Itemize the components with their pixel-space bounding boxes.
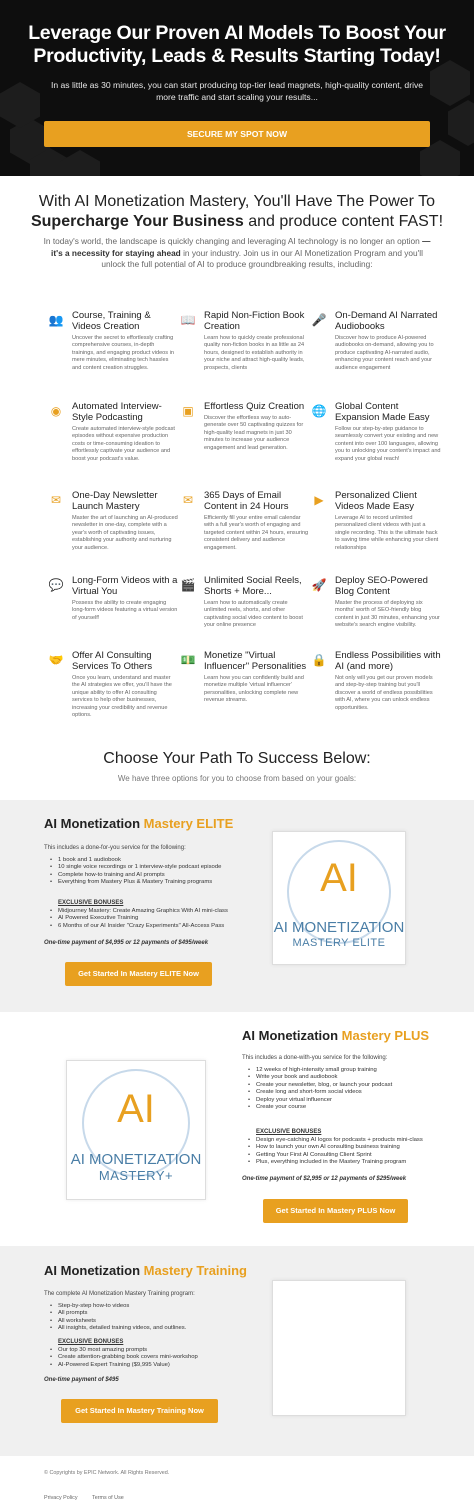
elite-cta-button[interactable]: Get Started In Mastery ELITE Now bbox=[65, 962, 212, 986]
feature-item bbox=[311, 490, 441, 552]
feature-item bbox=[48, 490, 178, 552]
feature-item bbox=[48, 575, 178, 622]
logo-line2: MASTERY+ bbox=[98, 1168, 174, 1183]
plan-title-b: Mastery Training bbox=[143, 1263, 247, 1278]
list-item: • All worksheets bbox=[48, 1318, 186, 1325]
feature-title: Effortless Quiz Creation bbox=[204, 401, 305, 412]
bonus-heading: EXCLUSIVE BONUSES bbox=[256, 1129, 322, 1135]
people-icon: 👥 bbox=[48, 313, 64, 327]
elite-logo bbox=[272, 831, 406, 965]
list-item: • Step-by-step how-to videos bbox=[48, 1303, 186, 1310]
plan-plus bbox=[0, 1012, 474, 1246]
intro-heading bbox=[0, 192, 474, 232]
feature-item bbox=[48, 401, 178, 463]
list-item: • AI Powered Executive Training bbox=[48, 915, 228, 922]
hero-headline-line2: Productivity, Leads & Results Starting Today! bbox=[33, 45, 441, 67]
feature-item bbox=[311, 650, 441, 712]
intro-p-start: In today's world, the landscape is quickly changing and leveraging AI technology is no longer an option bbox=[43, 236, 420, 246]
logo-line2: MASTERY ELITE bbox=[292, 937, 386, 949]
list-item: • 10 single voice recordings or 1 interview-style podcast episode bbox=[48, 864, 221, 871]
plan-training-items bbox=[48, 1303, 186, 1333]
copyright-text: © Copyrights by EPIC Network. All Rights Reserved. bbox=[44, 1470, 170, 1476]
list-item: • Complete how-to training and AI prompts bbox=[48, 872, 221, 879]
feature-desc: Create automated interview-style podcast episodes without expensive production costs or time-consuming ideation to effortlessly captivate your audience and boost your podcast's value. bbox=[72, 426, 175, 462]
feature-title: Rapid Non-Fiction Book Creation bbox=[204, 310, 305, 332]
feature-desc: Uncover the secret to effortlessly crafting comprehensive courses, in-depth trainings, and engaging product videos in mere minutes, eliminating tech hassles and content creation struggles. bbox=[72, 335, 175, 371]
list-item: • Our top 30 most amazing prompts bbox=[48, 1347, 198, 1354]
feature-title: 365 Days of Email Content in 24 Hours bbox=[204, 490, 289, 512]
intro-p-bold: —it's a necessity for staying ahead bbox=[51, 236, 431, 258]
feature-title: Offer AI Consulting Services To Others bbox=[72, 650, 153, 672]
privacy-policy-link[interactable]: Privacy Policy bbox=[44, 1495, 78, 1501]
feature-item bbox=[311, 310, 441, 372]
feature-title: Long-Form Videos with a Virtual You bbox=[72, 575, 178, 597]
feature-title: Monetize "Virtual Influencer" Personalities bbox=[204, 650, 307, 672]
choose-subtext: We have three options for you to choose from based on your goals: bbox=[117, 774, 357, 783]
feature-desc: Once you learn, understand and master the AI strategies we offer, you'll have the unique ability to offer AI consulting services to help other businesses, increasing your credibility and revenue options. bbox=[72, 675, 172, 719]
list-item: • Create your newsletter, blog, or launch your podcast bbox=[246, 1082, 392, 1089]
choose-heading: Choose Your Path To Success Below: bbox=[103, 750, 371, 767]
list-item: • All prompts bbox=[48, 1310, 186, 1317]
feature-item bbox=[48, 650, 178, 719]
list-item: • Deploy your virtual influencer bbox=[246, 1097, 392, 1104]
logo-line1: AI MONETIZATION bbox=[273, 919, 405, 936]
hex-decoration bbox=[60, 150, 100, 176]
lock-icon: 🔒 bbox=[311, 653, 327, 667]
intro-section bbox=[0, 192, 474, 271]
feature-desc: Master the art of launching an AI-produced newsletter in one-day, complete with a year's worth of captivating issues, establishing your authority and nurturing your audience. bbox=[72, 515, 178, 551]
training-image-placeholder bbox=[272, 1280, 406, 1416]
feature-title: Course, Training & Videos Creation bbox=[72, 310, 151, 332]
intro-heading-line1: With AI Monetization Mastery, You'll Have The Power To bbox=[38, 193, 436, 210]
plus-cta-button[interactable]: Get Started In Mastery PLUS Now bbox=[263, 1199, 408, 1223]
feature-title: Personalized Client Videos Made Easy bbox=[335, 490, 417, 512]
feature-desc: Possess the ability to create engaging long-form videos featuring a virtual version of yourself! bbox=[72, 600, 178, 621]
plan-price: One-time payment of $2,995 or 12 payments of $295/week bbox=[242, 1176, 407, 1182]
logo-ai-text: AI bbox=[320, 856, 358, 900]
plan-elite-title bbox=[44, 816, 233, 831]
list-item: • Getting Your First AI Consulting Client Sprint bbox=[246, 1152, 423, 1159]
list-item: • Midjourney Mastery: Create Amazing Graphics With AI mini-class bbox=[48, 908, 228, 915]
feature-item bbox=[311, 401, 441, 463]
podcast-icon: ◉ bbox=[50, 404, 62, 418]
plan-elite-bonuses bbox=[48, 908, 228, 930]
list-item: • Everything from Mastery Plus & Mastery Training programs bbox=[48, 879, 221, 886]
plan-title-b: Mastery PLUS bbox=[341, 1028, 430, 1043]
plan-intro: This includes a done-for-you service for the following: bbox=[44, 845, 186, 851]
list-item: • Plus, everything included in the Mastery Training program bbox=[246, 1159, 423, 1166]
list-item: • Create long and short-form social videos bbox=[246, 1089, 392, 1096]
plan-training-bonuses bbox=[48, 1347, 198, 1369]
list-item: • All insights, detailed training videos, and outlines. bbox=[48, 1325, 186, 1332]
hero-subtext: In as little as 30 minutes, you can start producing top-tier lead magnets, high-quality content, drive more traffic and start scaling your results... bbox=[50, 80, 424, 102]
feature-desc: Not only will you get our proven models and step-by-step training but you'll discover a world of endless possibilities with AI, where you can unlock endless opportunities. bbox=[335, 675, 433, 711]
feature-item bbox=[311, 575, 441, 630]
list-item: • Create attention-grabbing book covers mini-workshop bbox=[48, 1354, 198, 1361]
chat-icon: 💬 bbox=[48, 578, 64, 592]
footer-links bbox=[44, 1486, 169, 1504]
feature-desc: Learn how to quickly create professional quality non-fiction books in as little as 24 hours, designed to establish authority in your niche and attract high-quality leads, prospects, clients bbox=[204, 335, 305, 371]
list-item: • Create your course bbox=[246, 1104, 392, 1111]
feature-item bbox=[180, 490, 310, 552]
hero-headline-line1: Leverage Our Proven AI Models To Boost Your bbox=[28, 22, 446, 44]
feature-desc: Master the process of deploying six months' worth of SEO-friendly blog content in just 30 minutes, enhancing your website's search engine visibility. bbox=[335, 600, 440, 629]
feature-desc: Follow our step-by-step guidance to seamlessly convert your existing and new content into over 100 languages, allowing you to unlocking your content's impact and expand your global reach! bbox=[335, 426, 441, 462]
email-icon: ✉ bbox=[182, 493, 194, 507]
feature-item bbox=[180, 575, 310, 630]
feature-desc: Learn how you can confidently build and monetize multiple 'virtual influencer' personalities, unlocking complete new revenue streams. bbox=[204, 675, 304, 704]
feature-item bbox=[180, 401, 310, 452]
globe-icon: 🌐 bbox=[311, 404, 327, 418]
list-item: • 12 weeks of high-intensity small group training bbox=[246, 1067, 392, 1074]
intro-heading-bold: Supercharge Your Business bbox=[30, 213, 244, 230]
feature-item bbox=[180, 310, 310, 372]
book-icon: 📖 bbox=[180, 313, 196, 327]
feature-item bbox=[48, 310, 178, 372]
plan-elite-items bbox=[48, 857, 221, 887]
logo-line1: AI MONETIZATION bbox=[70, 1151, 202, 1168]
terms-of-use-link[interactable]: Terms of Use bbox=[92, 1495, 124, 1501]
feature-desc: Efficiently fill your entire email calendar with a full year's worth of engaging and targeted content within 24 hours, ensuring consistent delivery and audience engagement. bbox=[204, 515, 309, 551]
handshake-icon: 🤝 bbox=[48, 653, 64, 667]
plan-intro: The complete AI Monetization Mastery Training program: bbox=[44, 1291, 195, 1297]
plan-plus-title bbox=[242, 1028, 429, 1043]
video-icon: ▶ bbox=[314, 493, 324, 507]
secure-spot-button[interactable]: SECURE MY SPOT NOW bbox=[44, 121, 430, 147]
money-icon: 💵 bbox=[180, 653, 196, 667]
plan-title-a: AI Monetization bbox=[44, 816, 144, 831]
intro-heading-rest: and produce content FAST! bbox=[243, 213, 444, 230]
list-item: • Design eye-catching AI logos for podcasts + products mini-class bbox=[246, 1137, 423, 1144]
quiz-icon: ▣ bbox=[182, 404, 194, 418]
feature-desc: Leverage AI to record unlimited personalized client videos with just a single recording. This is the ultimate hack to saving time while enhancing your client relationships bbox=[335, 515, 439, 551]
feature-desc: Discover the effortless way to auto-generate over 50 captivating quizzes for high-quality lead magnets in just 30 minutes to increase your audience engagement and lead generation. bbox=[204, 415, 304, 451]
intro-paragraph bbox=[0, 236, 474, 271]
list-item: • 1 book and 1 audiobook bbox=[48, 857, 221, 864]
hex-decoration bbox=[448, 100, 474, 146]
feature-title: On-Demand AI Narrated Audiobooks bbox=[335, 310, 438, 332]
bonus-heading: EXCLUSIVE BONUSES bbox=[58, 900, 124, 906]
hero-headline bbox=[0, 22, 474, 68]
logo-ai-text: AI bbox=[117, 1087, 155, 1131]
plan-price: One-time payment of $4,995 or 12 payments of $495/week bbox=[44, 940, 209, 946]
feature-title: Unlimited Social Reels, Shorts + More... bbox=[204, 575, 302, 597]
plan-title-b: Mastery ELITE bbox=[143, 816, 234, 831]
plan-plus-items bbox=[246, 1067, 392, 1111]
feature-title: Deploy SEO-Powered Blog Content bbox=[335, 575, 428, 597]
feature-title: Endless Possibilities with AI (and more) bbox=[335, 650, 441, 672]
list-item: • How to launch your own AI consulting business training bbox=[246, 1144, 423, 1151]
footer bbox=[44, 1470, 169, 1504]
rocket-icon: 🚀 bbox=[311, 578, 327, 592]
list-item: • AI-Powered Expert Training ($9,995 Value) bbox=[48, 1362, 198, 1369]
plan-intro: This includes a done-with-you service for the following: bbox=[242, 1055, 388, 1061]
reel-icon: 🎬 bbox=[180, 578, 196, 592]
feature-item bbox=[180, 650, 310, 705]
plan-title-a: AI Monetization bbox=[44, 1263, 144, 1278]
microphone-icon: 🎤 bbox=[311, 313, 327, 327]
list-item: • Write your book and audiobook bbox=[246, 1074, 392, 1081]
feature-title: One-Day Newsletter Launch Mastery bbox=[72, 490, 158, 512]
plan-training bbox=[0, 1246, 474, 1456]
feature-title: Automated Interview-Style Podcasting bbox=[72, 401, 162, 423]
plan-price: One-time payment of $495 bbox=[44, 1377, 119, 1383]
hero-section bbox=[0, 0, 474, 176]
newsletter-icon: ✉ bbox=[50, 493, 62, 507]
choose-section bbox=[0, 750, 474, 783]
plan-title-a: AI Monetization bbox=[242, 1028, 342, 1043]
plan-training-title bbox=[44, 1263, 247, 1278]
feature-desc: Learn how to automatically create unlimited reels, shorts, and other captivating social video content to boost your online presence bbox=[204, 600, 303, 629]
intro-p-end: in your industry. Join us in our AI Monetization Program and you'll unlock the full potential of AI to produce groundbreaking results, including: bbox=[101, 247, 423, 269]
bonus-heading: EXCLUSIVE BONUSES bbox=[58, 1339, 124, 1345]
feature-desc: Discover how to produce AI-powered audiobooks on-demand, allowing you to produce captivating AI-narrated audio, enhancing your content reach and your audience engagement bbox=[335, 335, 434, 371]
list-item: • 6 Months of our AI Insider "Crazy Experiments" All-Access Pass bbox=[48, 923, 228, 930]
plan-plus-bonuses bbox=[246, 1137, 423, 1167]
plus-logo bbox=[66, 1060, 206, 1200]
feature-title: Global Content Expansion Made Easy bbox=[335, 401, 430, 423]
plan-elite bbox=[0, 800, 474, 1012]
training-cta-button[interactable]: Get Started In Mastery Training Now bbox=[61, 1399, 218, 1423]
